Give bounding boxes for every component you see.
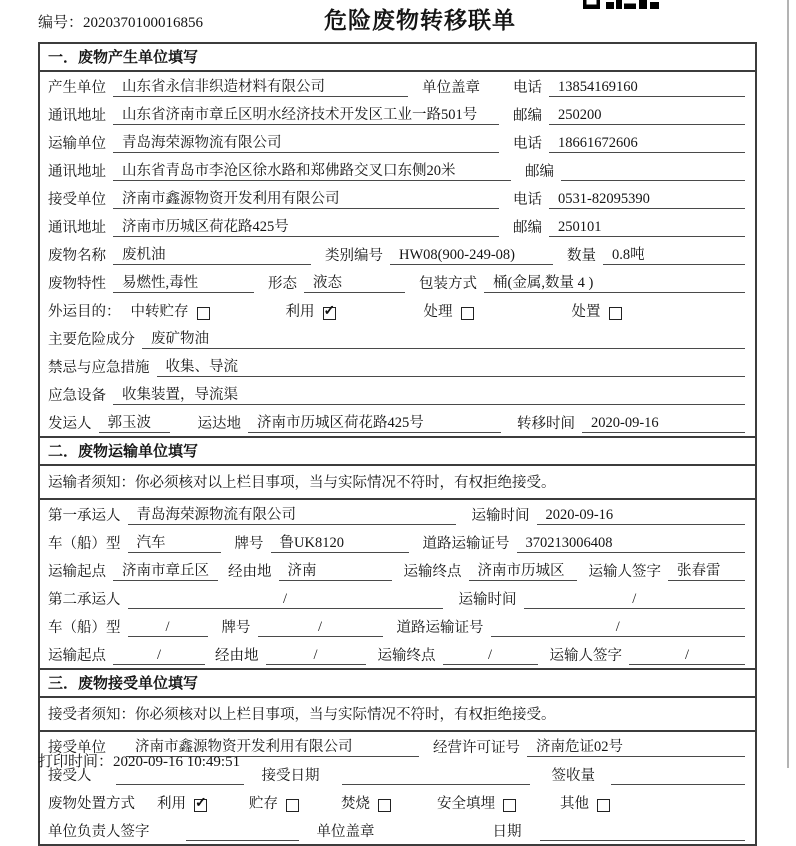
- checkbox-icon: [378, 799, 391, 812]
- disposal-option: [249, 792, 299, 813]
- waste-name-value: 废机油: [113, 243, 311, 265]
- transporter-value: 青岛海荣源物流有限公司: [113, 131, 499, 153]
- manifest-form: [38, 42, 757, 846]
- print-time-label: 打印时间：: [38, 754, 114, 770]
- measures-value: 收集、导流: [157, 355, 746, 377]
- emergency-measures-row: [40, 352, 755, 380]
- purpose-option: [572, 300, 622, 321]
- responsible-sign-row: [40, 816, 755, 844]
- section1-heading: 一．废物产生单位填写: [40, 44, 755, 72]
- waste-name-label: 废物名称: [48, 248, 106, 264]
- receive-date-value: [342, 767, 530, 785]
- disposal-option: [437, 792, 516, 813]
- producer-address-row: [40, 100, 755, 128]
- transport-time-value: /: [524, 591, 746, 609]
- disposal-row: [40, 788, 755, 816]
- purpose-option-label: 处理: [423, 304, 453, 320]
- zip-label: 邮编: [525, 164, 554, 180]
- unit-seal-label: 单位盖章: [422, 80, 480, 96]
- purpose-option-label: 处置: [571, 304, 601, 320]
- transporter-row: [40, 128, 755, 156]
- via-value: 济南: [279, 559, 392, 581]
- vehicle-row-1: [40, 528, 755, 556]
- license-value: 济南危证02号: [527, 735, 745, 757]
- route-row-1: [40, 556, 755, 584]
- carrier-sign-label: 运输人签字: [549, 648, 622, 664]
- disposal-option-label: 贮存: [249, 796, 278, 812]
- date-value: [540, 823, 746, 841]
- address-value: 济南市历城区荷花路425号: [113, 215, 499, 237]
- page-edge-line: [787, 0, 789, 768]
- purpose-option: [286, 300, 336, 321]
- carrier-sign-value: 张春雷: [668, 559, 745, 581]
- disposal-option: [560, 792, 610, 813]
- recipient-label: 接受人: [48, 768, 92, 784]
- checkbox-icon: [609, 307, 622, 320]
- checkbox-icon: [461, 307, 474, 320]
- plate-value: 鲁UK8120: [271, 531, 409, 553]
- second-carrier-row: [40, 584, 755, 612]
- via-value: /: [266, 647, 366, 665]
- vehicle-type-label: 车（船）型: [48, 620, 121, 636]
- consignor-label: 发运人: [48, 416, 92, 432]
- page-title: 危险废物转移联单: [324, 7, 516, 33]
- category-label: 类别编号: [325, 248, 383, 264]
- road-permit-label: 道路运输证号: [396, 620, 484, 636]
- category-value: HW08(900-249-08): [390, 247, 553, 265]
- received-qty-label: 签收量: [551, 768, 595, 784]
- phone-value: 13854169160: [549, 79, 745, 97]
- purpose-option-label: 中转贮存: [130, 304, 189, 320]
- hazard-value: 废矿物油: [142, 327, 745, 349]
- emergency-equipment-row: [40, 380, 755, 408]
- vehicle-type-label: 车（船）型: [48, 536, 121, 552]
- vehicle-type-value: 汽车: [128, 531, 221, 553]
- address-label: 通讯地址: [48, 108, 106, 124]
- carrier-sign-label: 运输人签字: [588, 564, 661, 580]
- consignor-value: 郭玉波: [99, 411, 170, 433]
- carrier-sign-value: /: [629, 647, 745, 665]
- responsible-sign-label: 单位负责人签字: [48, 824, 150, 840]
- equipment-value: 收集装置，导流渠: [113, 383, 745, 405]
- disposal-option: [157, 792, 207, 813]
- plate-label: 牌号: [221, 620, 251, 636]
- route-row-2: [40, 640, 755, 668]
- producer-value: 山东省永信非织造材料有限公司: [113, 75, 408, 97]
- quantity-label: 数量: [567, 248, 596, 264]
- disposal-label: 废物处置方式: [48, 796, 135, 812]
- checkbox-icon: [503, 799, 516, 812]
- receive-date-label: 接受日期: [261, 768, 320, 784]
- receiver-label: 接受单位: [48, 192, 106, 208]
- disposal-option: [341, 792, 391, 813]
- zip-value: 250200: [549, 107, 745, 125]
- section2-heading: 二．废物运输单位填写: [40, 436, 755, 466]
- address-value: 山东省济南市章丘区明水经济技术开发区工业一路501号: [113, 103, 499, 125]
- disposal-option-label: 安全填埋: [437, 796, 495, 812]
- transfer-date-label: 转移时间: [517, 416, 575, 432]
- checkbox-icon: [597, 799, 610, 812]
- vehicle-row-2: [40, 612, 755, 640]
- destination-label: 运达地: [197, 416, 241, 432]
- section3-heading: 三．废物接受单位填写: [40, 668, 755, 698]
- plate-label: 牌号: [234, 536, 264, 552]
- via-label: 经由地: [228, 564, 272, 580]
- carrier1-value: 青岛海荣源物流有限公司: [128, 503, 456, 525]
- received-qty-value: [611, 767, 745, 785]
- checkbox-icon: [194, 799, 207, 812]
- quantity-value: 0.8吨: [603, 243, 745, 265]
- purpose-row: [40, 296, 755, 324]
- road-permit-value: /: [491, 619, 746, 637]
- road-permit-label: 道路运输证号: [422, 536, 510, 552]
- print-time-value: 2020-09-16 10:49:51: [113, 754, 241, 770]
- accepting-unit-label: 接受单位: [48, 740, 106, 756]
- phone-value: 0531-82095390: [549, 191, 745, 209]
- unit-seal-label: 单位盖章: [316, 824, 375, 840]
- phone-value: 18661672606: [549, 135, 745, 153]
- receiver-value: 济南市鑫源物资开发利用有限公司: [113, 187, 499, 209]
- serial-value: 2020370100016856: [83, 15, 204, 31]
- origin-value: 济南市章丘区: [113, 559, 218, 581]
- serial-label: 编号：: [38, 15, 84, 31]
- origin-value: /: [113, 647, 205, 665]
- road-permit-value: 370213006408: [517, 535, 746, 553]
- zip-label: 邮编: [513, 220, 542, 236]
- purpose-option-label: 利用: [285, 304, 315, 320]
- license-label: 经营许可证号: [433, 740, 520, 756]
- disposal-option-label: 焚烧: [341, 796, 370, 812]
- transporter-label: 运输单位: [48, 136, 106, 152]
- address-label: 通讯地址: [48, 220, 106, 236]
- measures-label: 禁忌与应急措施: [48, 360, 150, 376]
- zip-value: 250101: [549, 219, 745, 237]
- checkbox-icon: [286, 799, 299, 812]
- equipment-label: 应急设备: [48, 388, 106, 404]
- origin-label: 运输起点: [48, 564, 106, 580]
- transporter-notice: 运输者须知：你必须核对以上栏目事项，当与实际情况不符时，有权拒绝接受。: [40, 466, 755, 500]
- qr-code-fragment: [583, 0, 659, 9]
- transfer-date-value: 2020-09-16: [582, 415, 745, 433]
- end-value: 济南市历城区: [469, 559, 577, 581]
- checkbox-icon: [323, 307, 336, 320]
- via-label: 经由地: [215, 648, 259, 664]
- purpose-option: [424, 300, 474, 321]
- waste-name-row: [40, 240, 755, 268]
- responsible-sign-value: [186, 823, 299, 841]
- hazard-row: [40, 324, 755, 352]
- carrier1-label: 第一承运人: [48, 508, 121, 524]
- producer-row: [40, 72, 755, 100]
- accepting-unit-value: 济南市鑫源物资开发利用有限公司: [126, 735, 419, 757]
- receiver-row: [40, 184, 755, 212]
- phone-label: 电话: [513, 80, 542, 96]
- transport-time-value: 2020-09-16: [537, 507, 746, 525]
- receiver-notice: 接受者须知：你必须核对以上栏目事项，当与实际情况不符时，有权拒绝接受。: [40, 698, 755, 732]
- waste-characteristics-row: [40, 268, 755, 296]
- disposal-option-label: 其他: [560, 796, 589, 812]
- address-label: 通讯地址: [48, 164, 106, 180]
- characteristics-value: 易燃性,毒性: [113, 271, 254, 293]
- consignor-row: [40, 408, 755, 436]
- disposal-option-label: 利用: [157, 796, 186, 812]
- receiver-address-row: [40, 212, 755, 240]
- transporter-address-row: [40, 156, 755, 184]
- packaging-value: 桶(金属,数量 4 ): [484, 271, 745, 293]
- characteristics-label: 废物特性: [48, 276, 106, 292]
- address-value: 山东省青岛市李沧区徐水路和郑佛路交叉口东侧20米: [113, 159, 511, 181]
- plate-value: /: [258, 619, 383, 637]
- packaging-label: 包装方式: [419, 276, 477, 292]
- purpose-label: 外运目的：: [48, 304, 121, 320]
- form-label: 形态: [268, 276, 297, 292]
- form-value: 液态: [304, 271, 405, 293]
- carrier2-value: /: [128, 591, 443, 609]
- purpose-option: [131, 300, 210, 321]
- end-label: 运输终点: [403, 564, 462, 580]
- end-label: 运输终点: [377, 648, 436, 664]
- vehicle-type-value: /: [128, 619, 208, 637]
- end-value: /: [443, 647, 538, 665]
- transport-time-label: 运输时间: [458, 592, 517, 608]
- zip-value: [561, 163, 745, 181]
- serial-number-line: [38, 11, 203, 32]
- producer-label: 产生单位: [48, 80, 106, 96]
- phone-label: 电话: [513, 192, 542, 208]
- date-label: 日期: [492, 824, 522, 840]
- destination-value: 济南市历城区荷花路425号: [248, 411, 501, 433]
- first-carrier-row: [40, 500, 755, 528]
- hazard-label: 主要危险成分: [48, 332, 135, 348]
- checkbox-icon: [197, 307, 210, 320]
- phone-label: 电话: [513, 136, 542, 152]
- transport-time-label: 运输时间: [471, 508, 530, 524]
- zip-label: 邮编: [513, 108, 542, 124]
- origin-label: 运输起点: [48, 648, 106, 664]
- carrier2-label: 第二承运人: [48, 592, 121, 608]
